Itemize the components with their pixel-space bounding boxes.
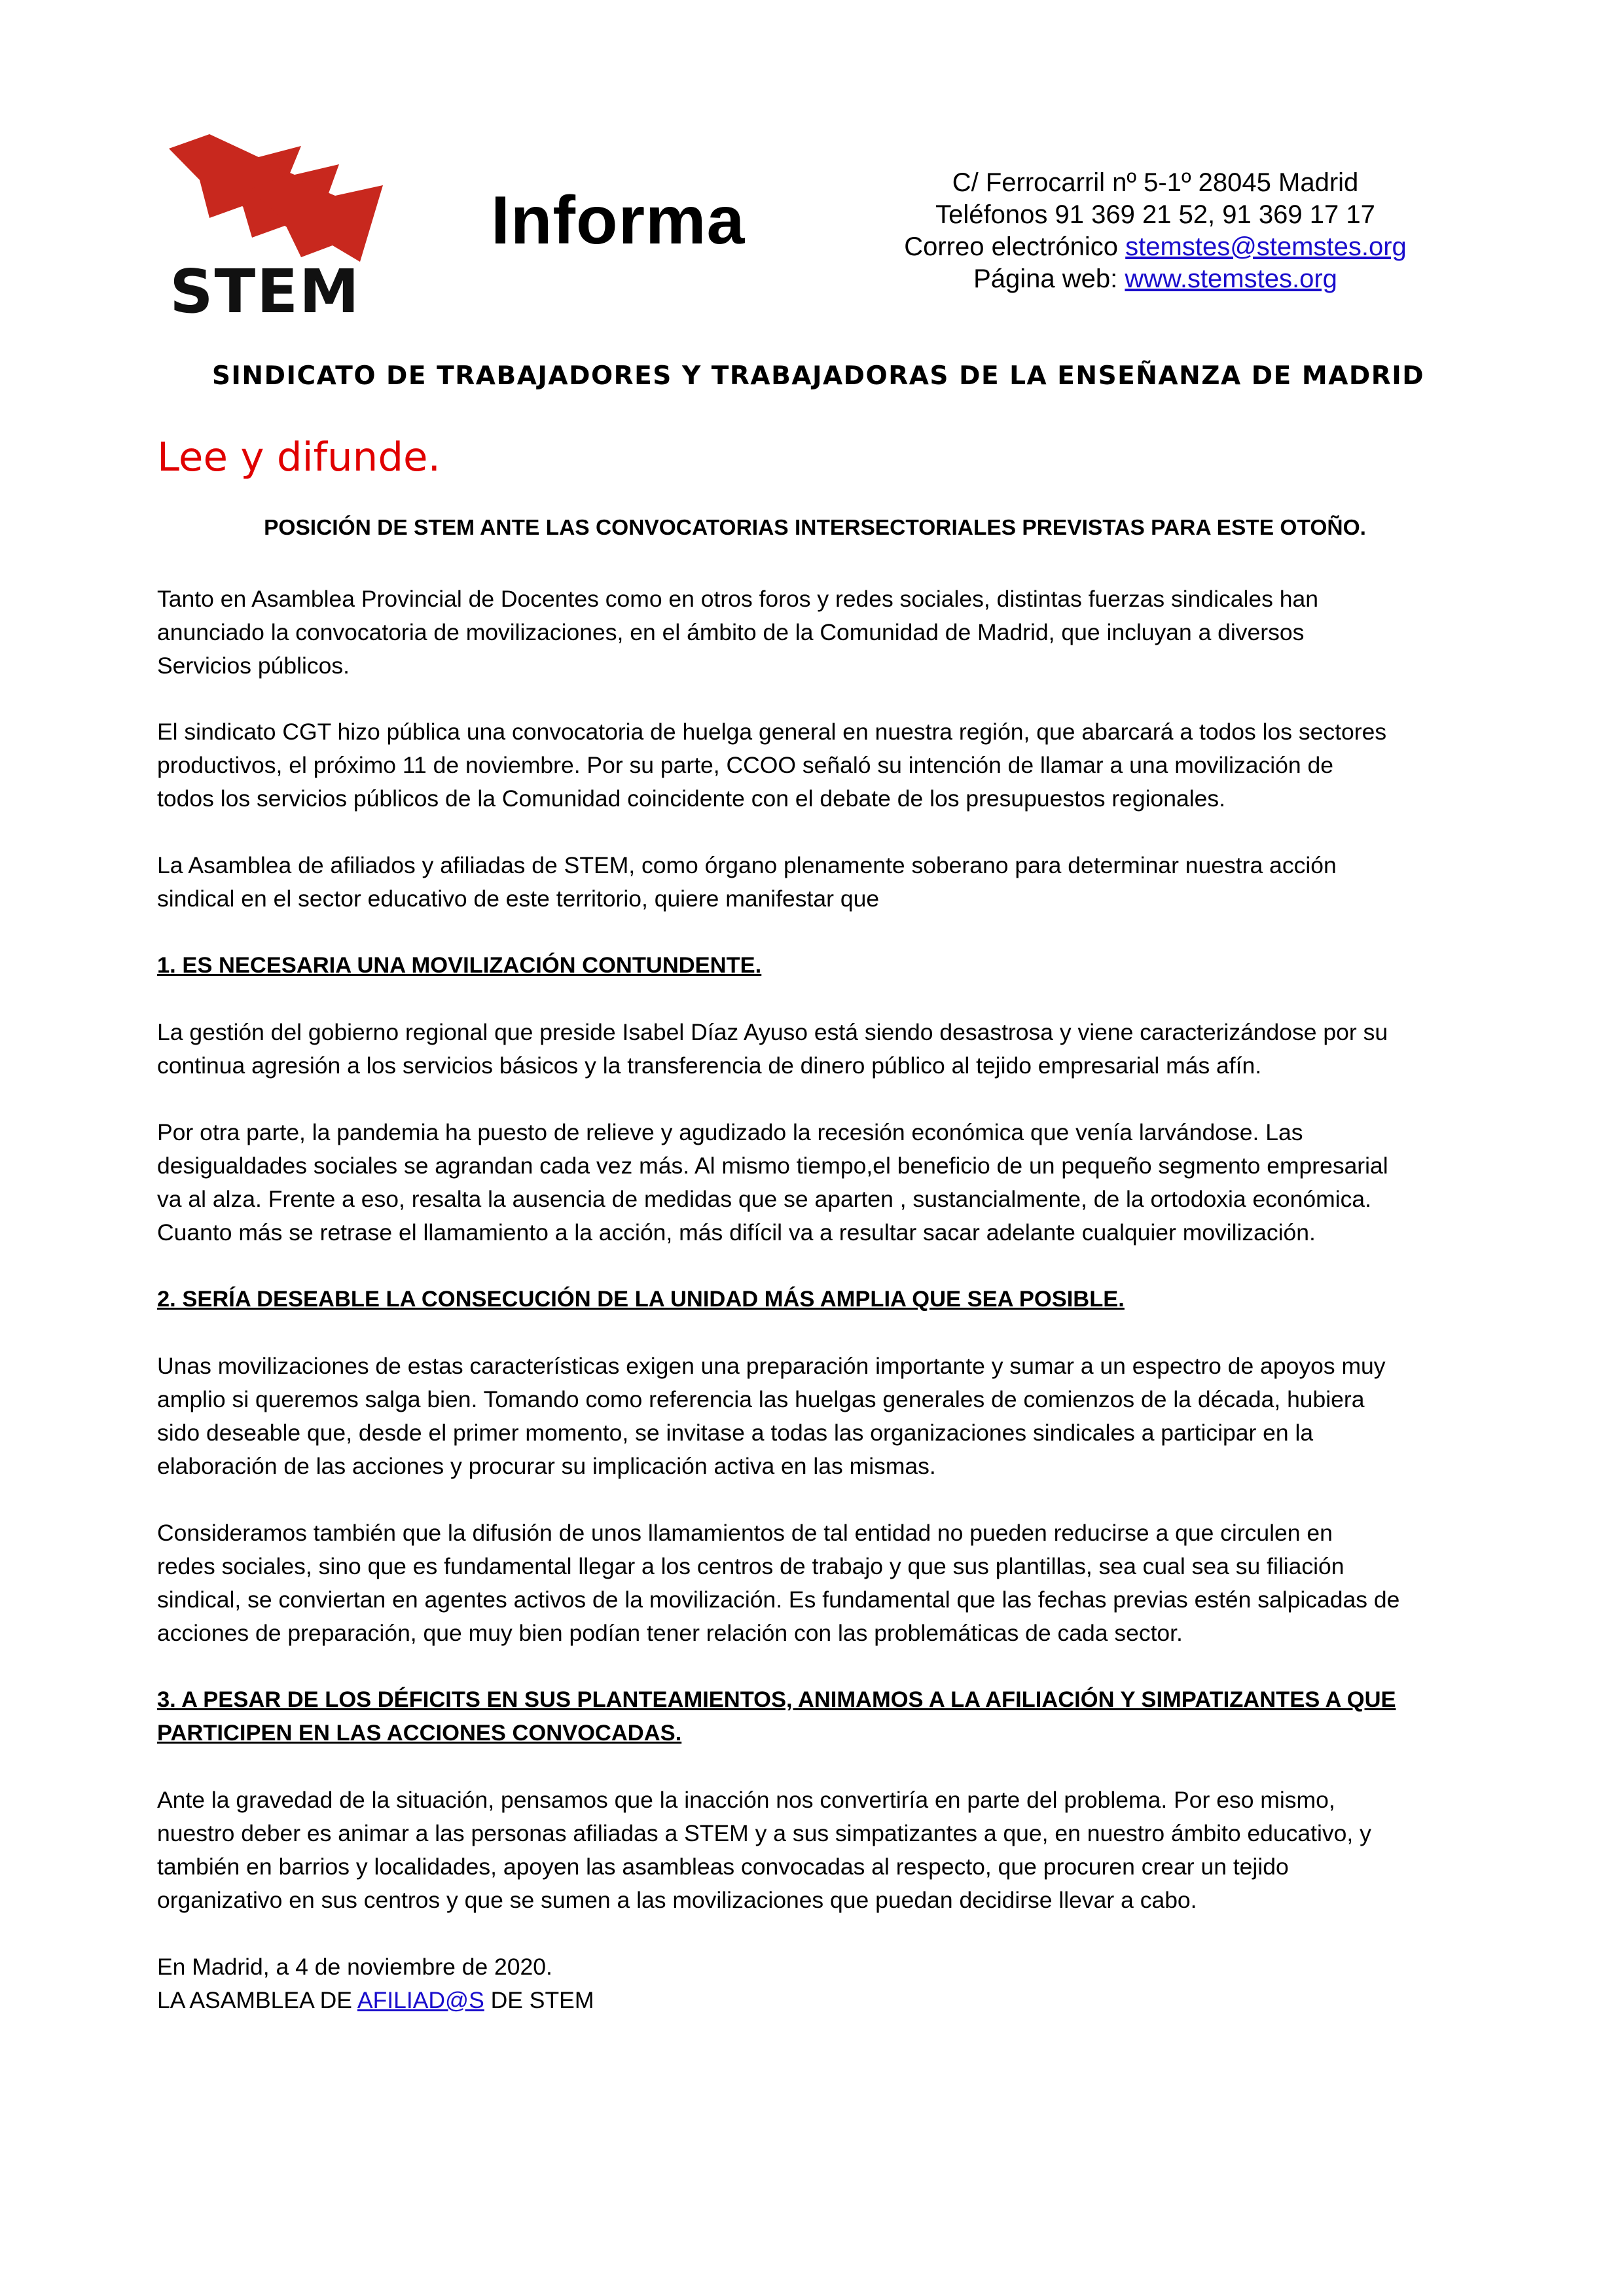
informa-heading: Informa — [491, 183, 746, 259]
paragraph-1 — [157, 583, 1492, 683]
web-label: Página web: — [973, 264, 1125, 293]
paragraph-line: Por otra parte, la pandemia ha puesto de relieve y agudizado la recesión económica que venía larvándose. Las — [157, 1119, 1303, 1145]
paragraph-4 — [157, 1016, 1492, 1083]
paragraph-line: productivos, el próximo 11 de noviembre. Por su parte, CCOO señaló su intención de llamar a una movilización de — [157, 752, 1333, 778]
phones: Teléfonos 91 369 21 52, 91 369 17 17 — [935, 200, 1375, 229]
stem-logo-graphic — [164, 134, 393, 321]
paragraph-line: amplio si queremos salga bien. Tomando como referencia las huelgas generales de comienzos de la década, hubiera — [157, 1386, 1365, 1412]
paragraph-8 — [157, 1784, 1492, 1917]
section-heading-3 — [157, 1683, 1492, 1750]
paragraph-line: Cuanto más se retrase el llamamiento a la acción, más difícil va a resultar sacar adelante cualquier movilización. — [157, 1219, 1316, 1246]
paragraph-line: sido deseable que, desde el primer momento, se invitase a todas las organizaciones sindicales a participar en la — [157, 1420, 1314, 1446]
paragraph-line: va al alza. Frente a eso, resalta la ausencia de medidas que se aparten , sustancialmente, de la ortodoxia económica. — [157, 1186, 1371, 1212]
email-link[interactable]: stemstes@stemstes.org — [1125, 232, 1407, 261]
paragraph-line: La gestión del gobierno regional que preside Isabel Díaz Ayuso está siendo desastrosa y viene caracterizándose por su — [157, 1019, 1388, 1045]
paragraph-line: Tanto en Asamblea Provincial de Docentes como en otros foros y redes sociales, distintas fuerzas sindicales han — [157, 586, 1318, 612]
paragraph-line: Consideramos también que la difusión de unos llamamientos de tal entidad no pueden reducirse a que circulen en — [157, 1520, 1333, 1546]
paragraph-line: elaboración de las acciones y procurar su implicación activa en las mismas. — [157, 1453, 936, 1479]
stem-logo — [164, 134, 393, 321]
paragraph-2 — [157, 715, 1492, 816]
logo-text: STEM — [170, 257, 361, 321]
contact-block — [851, 167, 1460, 295]
paragraph-line: El sindicato CGT hizo pública una convocatoria de huelga general en nuestra región, que abarcará a todos los sectores — [157, 719, 1387, 745]
section-heading-2 — [157, 1283, 1492, 1316]
paragraph-line: La Asamblea de afiliados y afiliadas de STEM, como órgano plenamente soberano para determinar nuestra acción — [157, 852, 1337, 878]
section-heading-1 — [157, 949, 1492, 982]
lightning-flags-icon — [169, 134, 383, 262]
paragraph-line: redes sociales, sino que es fundamental llegar a los centros de trabajo y que sus plantillas, sea cual sea su filiación — [157, 1553, 1344, 1579]
paragraph-3 — [157, 849, 1492, 916]
heading-line: 1. ES NECESARIA UNA MOVILIZACIÓN CONTUNDENTE. — [157, 953, 762, 978]
date-line: En Madrid, a 4 de noviembre de 2020. — [157, 1954, 552, 1980]
signature-prefix: LA ASAMBLEA DE — [157, 1987, 357, 2013]
paragraph-line: también en barrios y localidades, apoyen las asambleas convocadas al respecto, que procuren crear un tejido — [157, 1854, 1289, 1880]
heading-line: PARTICIPEN EN LAS ACCIONES CONVOCADAS. — [157, 1721, 682, 1746]
paragraph-line: Unas movilizaciones de estas características exigen una preparación importante y sumar a un espectro de apoyos muy — [157, 1353, 1386, 1379]
email-label: Correo electrónico — [904, 232, 1126, 261]
paragraph-line: acciones de preparación, que muy bien podían tener relación con las problemáticas de cada sector. — [157, 1620, 1183, 1646]
paragraph-line: nuestro deber es animar a las personas afiliadas a STEM y a sus simpatizantes a que, en nuestro ámbito educativo, y — [157, 1820, 1371, 1846]
paragraph-line: desigualdades sociales se agrandan cada vez más. Al mismo tiempo,el beneficio de un pequeño segmento empresarial — [157, 1153, 1388, 1179]
signature-line — [157, 1984, 1492, 2017]
web-link[interactable]: www.stemstes.org — [1125, 264, 1337, 293]
document-title: POSICIÓN DE STEM ANTE LAS CONVOCATORIAS INTERSECTORIALES PREVISTAS PARA ESTE OTOÑO. — [264, 516, 1366, 540]
union-name: SINDICATO DE TRABAJADORES Y TRABAJADORAS DE LA ENSEÑANZA DE MADRID — [211, 361, 1425, 391]
signature-suffix: DE STEM — [484, 1987, 594, 2013]
paragraph-line: todos los servicios públicos de la Comunidad coincidente con el debate de los presupuestos regionales. — [157, 785, 1226, 812]
paragraph-5 — [157, 1116, 1492, 1249]
paragraph-line: organizativo en sus centros y que se sumen a las movilizaciones que puedan decidirse llevar a cabo. — [157, 1887, 1197, 1913]
paragraph-line: Ante la gravedad de la situación, pensamos que la inacción nos convertiría en parte del problema. Por eso mismo, — [157, 1787, 1335, 1813]
signature-block — [157, 1950, 1492, 2017]
paragraph-6 — [157, 1350, 1492, 1483]
paragraph-line: sindical en el sector educativo de este territorio, quiere manifestar que — [157, 886, 880, 912]
web-line — [851, 263, 1460, 295]
paragraph-line: Servicios públicos. — [157, 653, 350, 679]
heading-line: 3. A PESAR DE LOS DÉFICITS EN SUS PLANTEAMIENTOS, ANIMAMOS A LA AFILIACIÓN Y SIMPATIZANTES A QUE — [157, 1687, 1396, 1712]
paragraph-line: sindical, se conviertan en agentes activos de la movilización. Es fundamental que las fechas previas estén salpicadas de — [157, 1587, 1400, 1613]
address: C/ Ferrocarril nº 5-1º 28045 Madrid — [952, 168, 1359, 197]
email-line — [851, 231, 1460, 263]
lee-y-difunde: Lee y difunde. — [157, 434, 441, 480]
heading-line: 2. SERÍA DESEABLE LA CONSECUCIÓN DE LA UNIDAD MÁS AMPLIA QUE SEA POSIBLE. — [157, 1287, 1125, 1312]
paragraph-7 — [157, 1516, 1492, 1650]
paragraph-line: continua agresión a los servicios básicos y la transferencia de dinero público al tejido empresarial más afín. — [157, 1052, 1262, 1079]
afiliados-link[interactable]: AFILIAD@S — [357, 1987, 484, 2013]
paragraph-line: anunciado la convocatoria de movilizaciones, en el ámbito de la Comunidad de Madrid, que incluyan a diversos — [157, 619, 1305, 645]
